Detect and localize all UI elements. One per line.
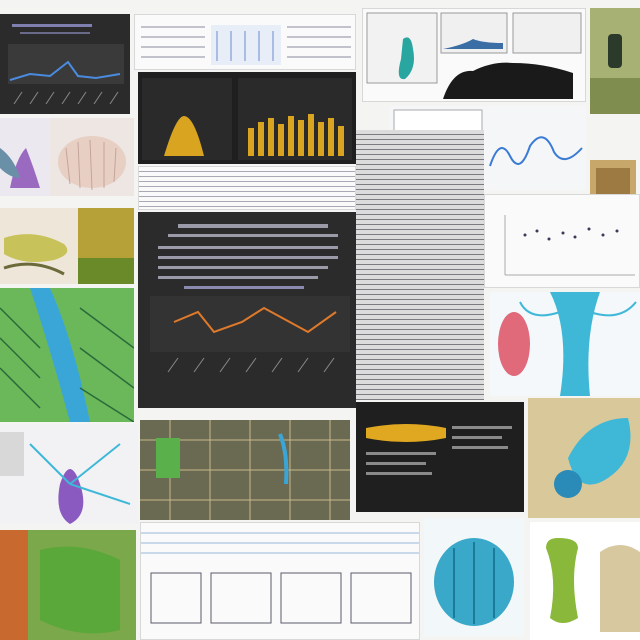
moss-texture — [78, 208, 134, 284]
green-vase-illustration — [530, 522, 640, 640]
dark-orange-line-chart — [138, 212, 356, 408]
technical-drawing — [140, 522, 420, 640]
specimen-chart-tile — [362, 8, 586, 102]
orange-green-illustration — [0, 530, 136, 640]
dark-gold-panel — [356, 402, 524, 512]
purple-nerve-illustration — [0, 424, 138, 524]
chart-line-icon — [0, 14, 130, 114]
green-specimen-photo — [590, 8, 640, 114]
dark-bar-chart-panel — [138, 72, 356, 164]
document-tile — [134, 14, 356, 70]
purple-illustration — [0, 118, 50, 196]
blue-organ-illustration — [424, 518, 524, 636]
grey-document — [356, 130, 484, 400]
cyan-specimen-illustration — [528, 398, 640, 518]
bar-chart-icon — [138, 72, 356, 164]
text-document — [138, 166, 356, 210]
dark-line-chart-panel — [0, 14, 130, 114]
tissue-illustration — [50, 118, 134, 196]
tile-diagram-panel — [140, 420, 350, 520]
specimen-illustration-icon — [590, 8, 640, 114]
chart-line-icon — [138, 212, 356, 408]
blue-vessel-illustration — [490, 292, 640, 396]
document-icon — [135, 15, 356, 70]
yellow-limb-illustration — [0, 208, 78, 284]
scatter-chart-tile — [484, 194, 640, 288]
green-leaf-illustration — [0, 288, 134, 422]
